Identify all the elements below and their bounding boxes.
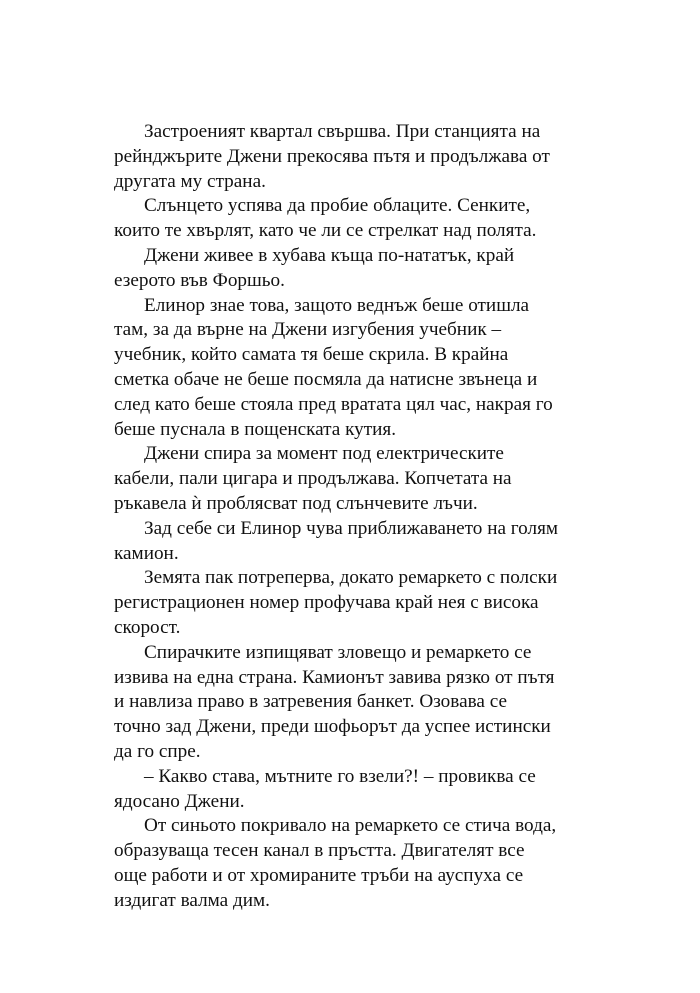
paragraph-first-line: Спирачките изпищяват зловещо и ремаркето се (144, 641, 532, 663)
paragraph-first-line: Застроеният квартал свършва. При станцията на (144, 121, 541, 142)
text-line: скорост. (114, 616, 181, 638)
paragraph-first-line: От синьото покривало на ремаркето се стича вода, (144, 815, 557, 837)
text-line: другата му страна. (114, 170, 266, 192)
text-line: беше пуснала в пощенската кутия. (114, 418, 397, 440)
text-line: регистрационен номер профучава край нея с висока (114, 592, 539, 614)
paragraph-first-line: Джени живее в хубава къща по-нататък, край (144, 244, 515, 266)
text-line: ядосано Джени. (114, 790, 245, 812)
text-line: след като беше стояла пред вратата цял час, накрая го (114, 393, 553, 415)
text-line: камион. (114, 542, 179, 564)
text-line: които те хвърлят, като че ли се стрелкат над полята. (114, 220, 537, 242)
text-line: издигат валма дим. (114, 889, 270, 911)
text-line: рейнджърите Джени прекосява пътя и продължава от (114, 145, 550, 167)
paragraph-first-line: Елинор знае това, защото веднъж беше отишла (144, 294, 530, 316)
text-line: още работи и от хромираните тръби на ауспуха се (114, 864, 524, 886)
paragraph-first-line: Земята пак потреперва, докато ремаркето с полски (144, 567, 558, 589)
text-line: кабели, пали цигара и продължава. Копчетата на (114, 468, 512, 490)
paragraph-first-line: Зад себе си Елинор чува приближаването на голям (144, 517, 559, 539)
paragraph-first-line: Джени спира за момент под електрическите (144, 443, 504, 465)
text-line: учебник, който самата тя беше скрила. В крайна (114, 344, 509, 366)
text-line: езерото във Форшьо. (114, 269, 285, 291)
text-line: и навлиза право в затревения банкет. Озовава се (114, 691, 507, 713)
text-line: извива на една страна. Камионът завива рязко от пътя (114, 666, 555, 688)
text-line: образуваща тесен канал в пръстта. Двигателят все (114, 840, 525, 862)
text-line: да го спре. (114, 740, 201, 762)
page-body-text (114, 120, 566, 914)
paragraph-first-line: Слънцето успява да пробие облаците. Сенките, (144, 195, 531, 217)
text-line: там, за да върне на Джени изгубения учебник – (114, 319, 502, 341)
text-line: точно зад Джени, преди шофьорът да успее истински (114, 716, 551, 738)
paragraph-first-line: – Какво става, мътните го взели?! – провиква се (144, 765, 536, 787)
text-line: сметка обаче не беше посмяла да натисне звънеца и (114, 368, 538, 390)
text-line: ръкавела ѝ проблясват под слънчевите лъчи. (114, 492, 478, 514)
